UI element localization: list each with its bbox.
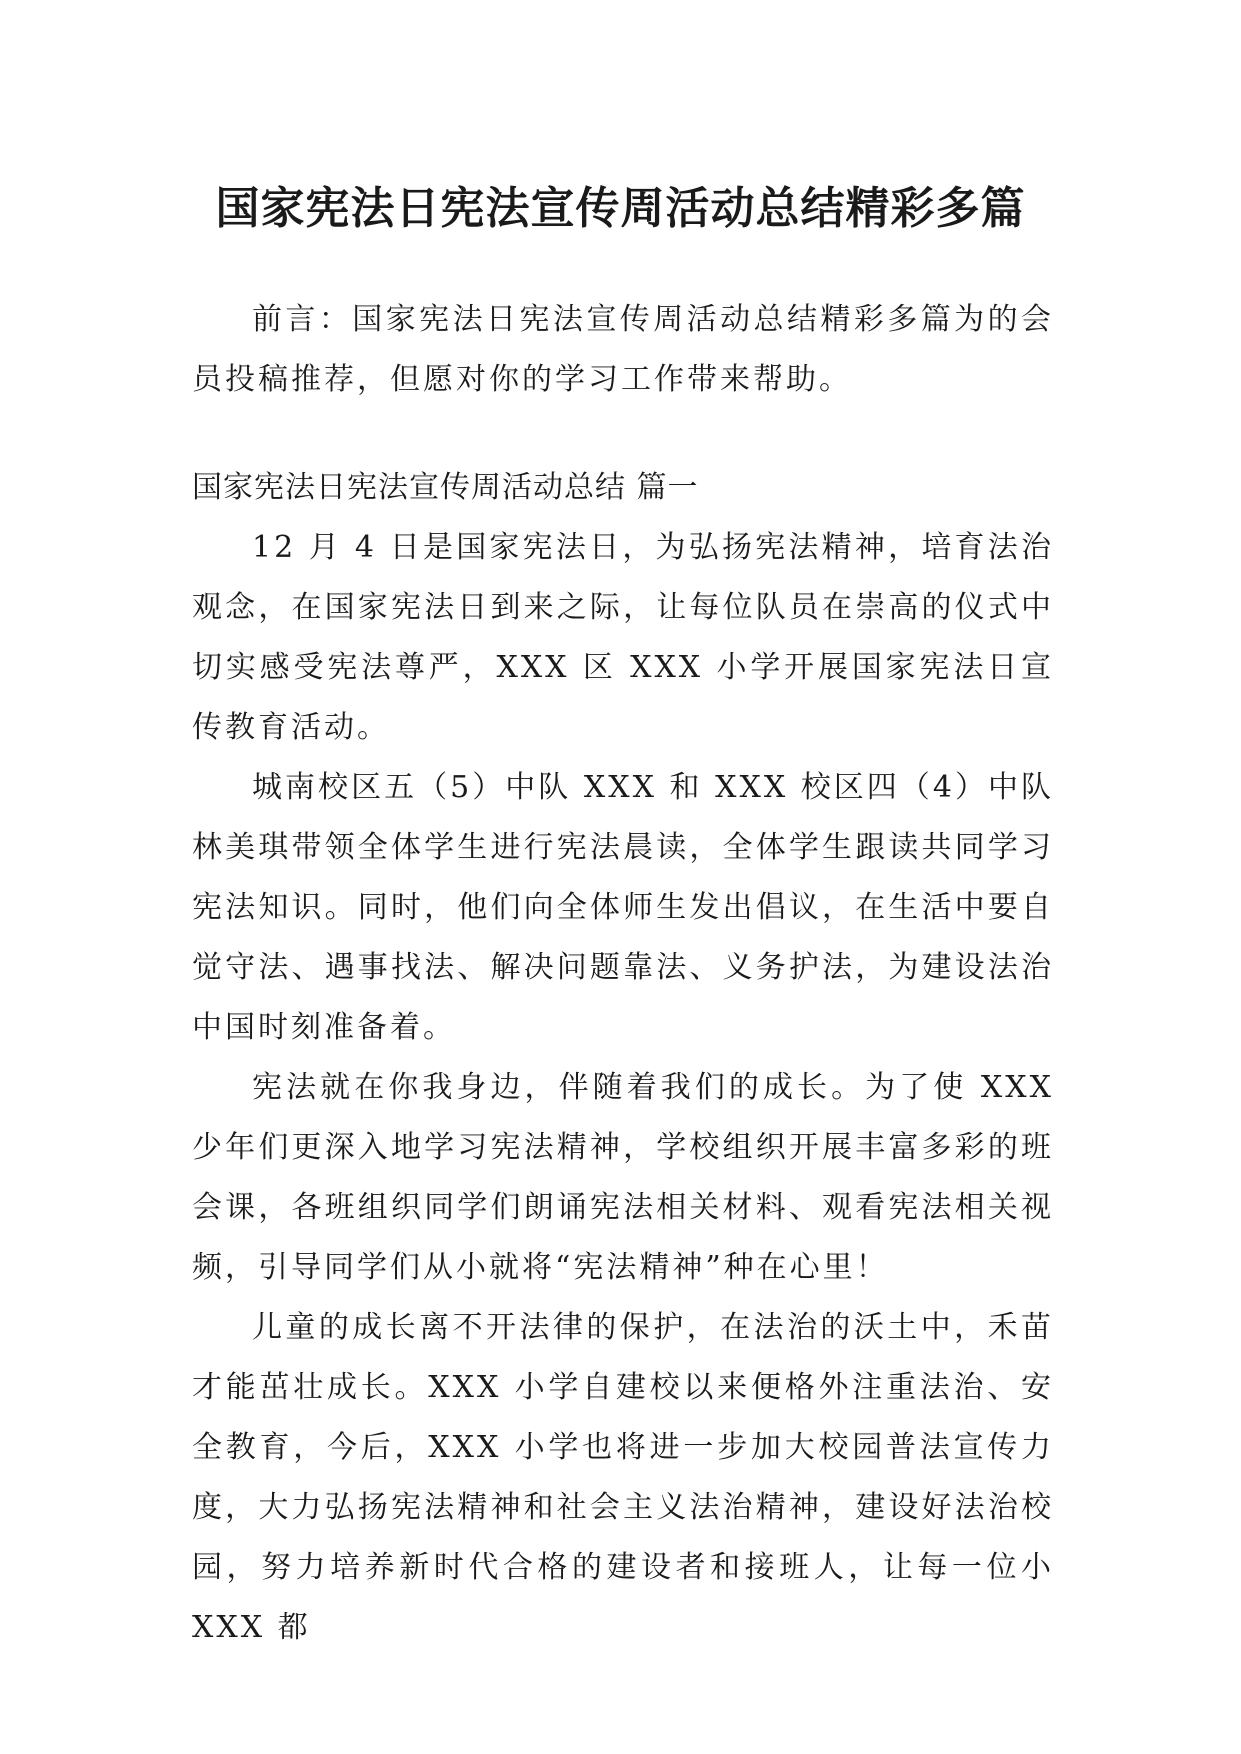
body-paragraph-2: 城南校区五（5）中队 XXX 和 XXX 校区四（4）中队林美琪带领全体学生进行宪法晨读，全体学生跟读共同学习宪法知识。同时，他们向全体师生发出倡议，在生活中要自觉守法、遇事找法、解决问题靠法、义务护法，为建设法治中国时刻准备着。 [192, 770, 1054, 1045]
body-paragraph-3: 宪法就在你我身边，伴随着我们的成长。为了使 XXX 少年们更深入地学习宪法精神，学校组织开展丰富多彩的班会课，各班组织同学们朗诵宪法相关材料、观看宪法相关视频，引导同学们从小就将“宪法精神”种在心里！ [192, 1070, 1054, 1285]
document-body [192, 290, 1054, 1658]
body-paragraph-4: 儿童的成长离不开法律的保护，在法治的沃土中，禾苗才能茁壮成长。XXX 小学自建校以来便格外注重法治、安全教育，今后，XXX 小学也将进一步加大校园普法宣传力度，大力弘扬宪法精神和社会主义法治精神，建设好法治校园，努力培养新时代合格的建设者和接班人，让每一位小 XXX 都 [192, 1310, 1054, 1645]
section-heading: 国家宪法日宪法宣传周活动总结 篇一 [192, 470, 699, 505]
document-title: 国家宪法日宪法宣传周活动总结精彩多篇 [215, 183, 1026, 235]
body-paragraph-1: 12 月 4 日是国家宪法日，为弘扬宪法精神，培育法治观念，在国家宪法日到来之际，让每位队员在崇高的仪式中切实感受宪法尊严，XXX 区 XXX 小学开展国家宪法日宣传教育活动。 [192, 530, 1054, 745]
preface-paragraph: 前言：国家宪法日宪法宣传周活动总结精彩多篇为的会员投稿推荐，但愿对你的学习工作带来帮助。 [192, 302, 1054, 397]
